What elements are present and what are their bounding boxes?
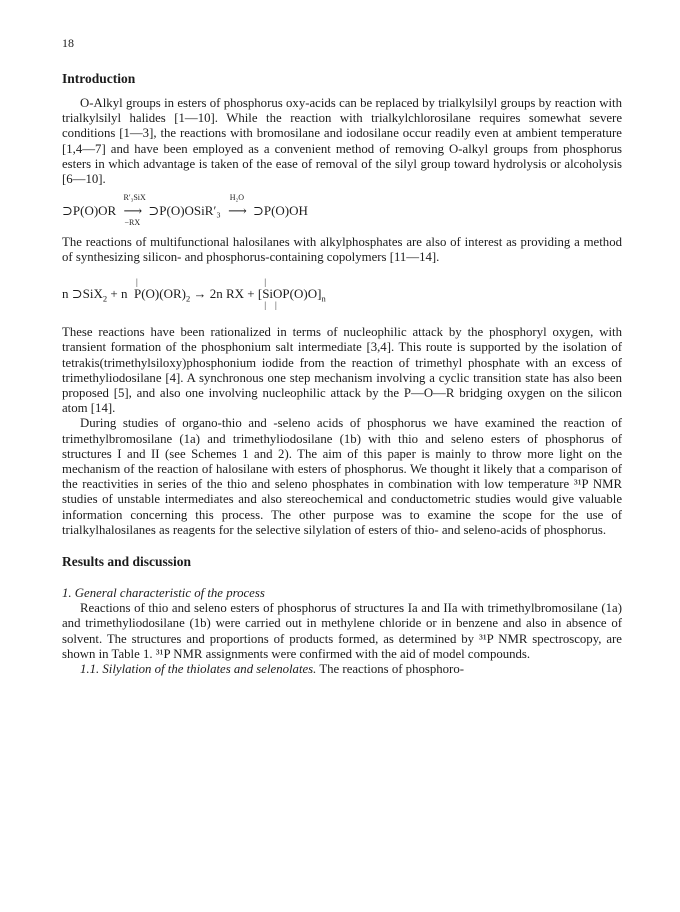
subsection-1-1-text: The reactions of phosphoro-: [316, 662, 464, 677]
eq2-sub-2: 2: [185, 293, 191, 304]
equation-copolymer: [62, 276, 622, 310]
arrow-icon: ⟶: [228, 203, 246, 219]
introduction-heading: Introduction: [62, 71, 136, 86]
bond-icon: |: [135, 276, 138, 287]
results-heading: Results and discussion: [62, 554, 192, 570]
eq1-intermediate: ⊃P(O)OSiR′₃: [148, 203, 221, 219]
eq1-arrow-2-reagent: H₂O: [229, 193, 245, 203]
eq1-product: ⊃P(O)OH: [252, 203, 308, 219]
page-number: 18: [62, 36, 74, 50]
results-paragraph-2: [62, 662, 622, 677]
eq1-arrow-1-byproduct: −RX: [124, 218, 141, 228]
intro-paragraph-2: The reactions of multifunctional halosilanes with alkylphosphates are also of interest as providing a method of synthesizing silicon- and phosphorus-containing copolymers [11—14].: [62, 235, 622, 265]
intro-paragraph-1: O-Alkyl groups in esters of phosphorus oxy-acids can be replaced by trialkylsilyl groups by reaction with trialkylsilyl halides [1—10]. While the reaction with trialkylchlorosilane requires somewhat severe conditions [1—3], the reactions with bromosilane and iodosilane occur readily even at ambient temperature [1,4—7] and have been employed as a convenient method of removing O-alkyl groups from phosphorus esters in which advantage is taken of the ease of removal of the silyl group toward hydrolysis or alcoholysis [6—10].: [62, 96, 622, 187]
page: [62, 36, 622, 677]
eq2-polymer: [262, 276, 322, 310]
eq2-term-1: n ⊃SiX: [62, 285, 103, 301]
intro-paragraph-4: During studies of organo-thio and -seleno acids of phosphorus we have examined the reaction of trimethylbromosilane (1a) and trimethyliodosilane (1b) with thio and seleno esters of phosphorus of structures I and II (see Schemes 1 and 2). The aim of this paper is mainly to throw more light on the mechanism of the reaction of halosilane with esters of phosphorus. We thought it likely that a comparison of the reactivities in series of the thio and seleno phosphates in combination with low temperature ³¹P NMR studies of unstable intermediates and also stereochemical and conductometric studies would give valuable information concerning this process. The other purpose was to examine the scope for the use of trialkylhalosilanes as reagents for the selective silylation of esters of thio- and seleno-acids of phosphorus.: [62, 416, 622, 537]
bond-icon: | |: [264, 299, 277, 310]
eq1-arrow-2: [228, 193, 246, 219]
eq1-reactant: ⊃P(O)OR: [62, 203, 117, 219]
intro-paragraph-3: These reactions have been rationalized in terms of nucleophilic attack by the phosphoryl oxygen, with transient formation of the phosphonium salt intermediate [3,4]. This route is supported by the isolation of tetrakis(trimethylsiloxy)phosphonium iodide from the reaction of trimethyl phosphate with an excess of trimethyliodosilane [4]. A synchronous one step mechanism involving a cyclic transition state has also been proposed [5], and also one involving nucleophilic attack by the P—O—R bridging oxygen on the silicon atom [14].: [62, 325, 622, 416]
eq2-plus: + n: [107, 285, 131, 301]
equation-silylation: [62, 193, 622, 228]
subsection-1-1-heading: 1.1. Silylation of the thiolates and selenolates.: [80, 662, 317, 677]
arrow-icon: ⟶: [123, 203, 142, 219]
section-1-heading: 1. General characteristic of the process: [62, 586, 265, 601]
eq2-phosphate-formula: P(O)(OR): [133, 285, 186, 301]
results-paragraph-1: Reactions of thio and seleno esters of phosphorus of structures Ia and IIa with trimethylbromosilane (1a) and trimethyliodosilane (1b) were carried out in methylene chloride or in benzene and also in absence of solvent. The structures and proportions of products formed, as determined by ³¹P NMR spectroscopy, are shown in Table 1. ³¹P NMR assignments were confirmed with the aid of model compounds.: [62, 601, 622, 661]
eq1-arrow-1-reagent: R′₃SiX: [123, 193, 146, 203]
eq2-phosphate: [133, 276, 186, 302]
eq2-arrow-part: → 2n RX + [: [190, 285, 263, 301]
bond-icon: |: [264, 276, 267, 287]
eq2-polymer-formula: SiOP(O)O]: [262, 285, 322, 301]
eq2-sub-3: n: [321, 293, 326, 304]
eq2-sub-1: 2: [102, 293, 108, 304]
eq1-arrow-1: [123, 193, 146, 228]
